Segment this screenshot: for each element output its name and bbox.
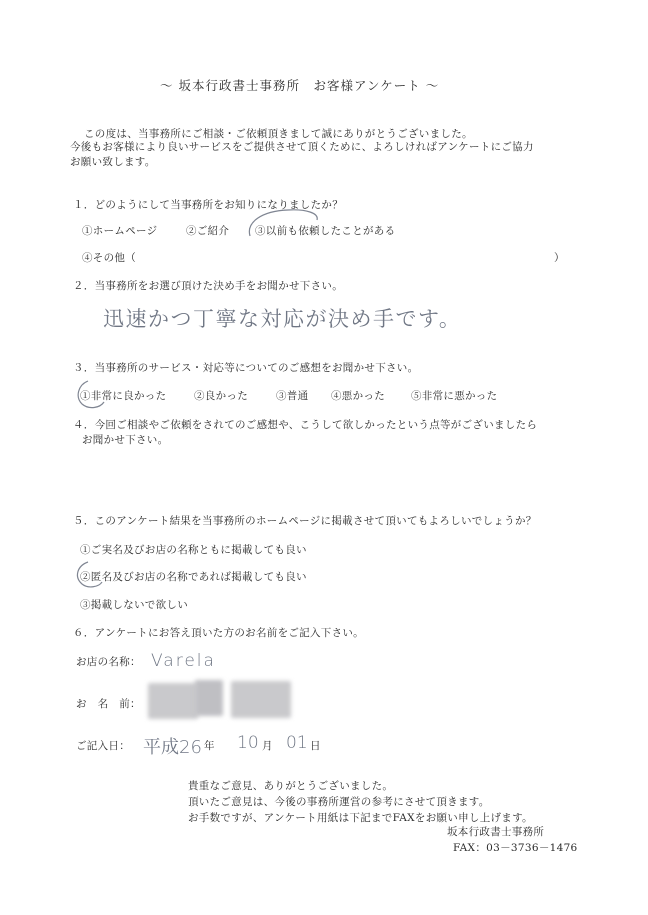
intro-line-3: お願い致します。 [70,156,156,168]
shop-name-label: お店の名称： [76,656,141,668]
page-title: ～ 坂本行政書士事務所 お客様アンケート ～ [160,78,440,93]
office-name: 坂本行政書士事務所 [447,826,545,838]
question-5: ５．このアンケート結果を当事務所のホームページに掲載させて頂いてもよろしいでしょうか？ [73,515,537,527]
closing-line-1: 貴重なご意見、ありがとうございました。 [188,780,394,792]
q2-handwritten-answer: 迅速かつ丁寧な対応が決め手です。 [103,307,462,331]
date-day-value: 01 [286,733,308,753]
q3-option-5: ⑤非常に悪かった [411,390,498,402]
closing-line-2: 頂いたご意見は、今後の事務所運営の参考にさせて頂きます。 [188,796,490,808]
date-month-unit: 月 [262,740,273,752]
date-year-unit: 年 [204,740,215,752]
name-label: お 名 前： [76,698,141,710]
shop-name-value: Varela [151,651,216,671]
q1-option-3: ③以前も依頼したことがある [255,225,396,237]
q5-option-3: ③掲載しないで欲しい [80,599,188,611]
q3-option-4: ④悪かった [331,390,385,402]
fax-number: FAX：03－3736－1476 [453,842,578,854]
intro-line-2: 今後もお客様により良いサービスをご提供させて頂くために、よろしければアンケートにご協力 [70,141,534,153]
question-4: ４．今回ご相談やご依頼をされてのご感想や、こうして欲しかったという点等がございましたら [73,419,538,431]
date-era-value: 平成26 [143,737,202,758]
date-month-value: 10 [237,733,259,753]
question-6: ６．アンケートにお答え頂いた方のお名前をご記入下さい。 [73,627,364,639]
date-label: ご記入日： [76,740,130,752]
closing-line-3: お手数ですが、アンケート用紙は下記までFAXをお願い申し上げます。 [188,812,533,824]
q5-option-2: ②匿名及びお店の名称であれば掲載しても良い [80,571,307,583]
intro-line-1: この度は、当事務所にご相談・ご依頼頂きまして誠にありがとうございました。 [84,128,473,140]
q3-option-2: ②良かった [194,390,248,402]
question-4-line-2: お聞かせ下さい。 [82,434,169,446]
date-day-unit: 日 [310,740,321,752]
q5-option-1: ①ご実名及びお店の名称ともに掲載しても良い [80,544,307,556]
q3-option-1: ①非常に良かった [80,390,167,402]
question-2: ２．当事務所をお選び頂けた決め手をお聞かせ下さい。 [73,280,343,292]
q1-option-4: ④その他（ [82,252,136,264]
q1-option-2: ②ご紹介 [186,225,230,237]
question-1: １．どのようにして当事務所をお知りになりましたか？ [73,199,343,211]
q3-option-3: ③普通 [276,390,309,402]
question-3: ３．当事務所のサービス・対応等についてのご感想をお聞かせ下さい。 [73,362,419,374]
q1-option-4-close: ） [554,252,565,264]
q1-option-1: ①ホームページ [82,225,158,237]
